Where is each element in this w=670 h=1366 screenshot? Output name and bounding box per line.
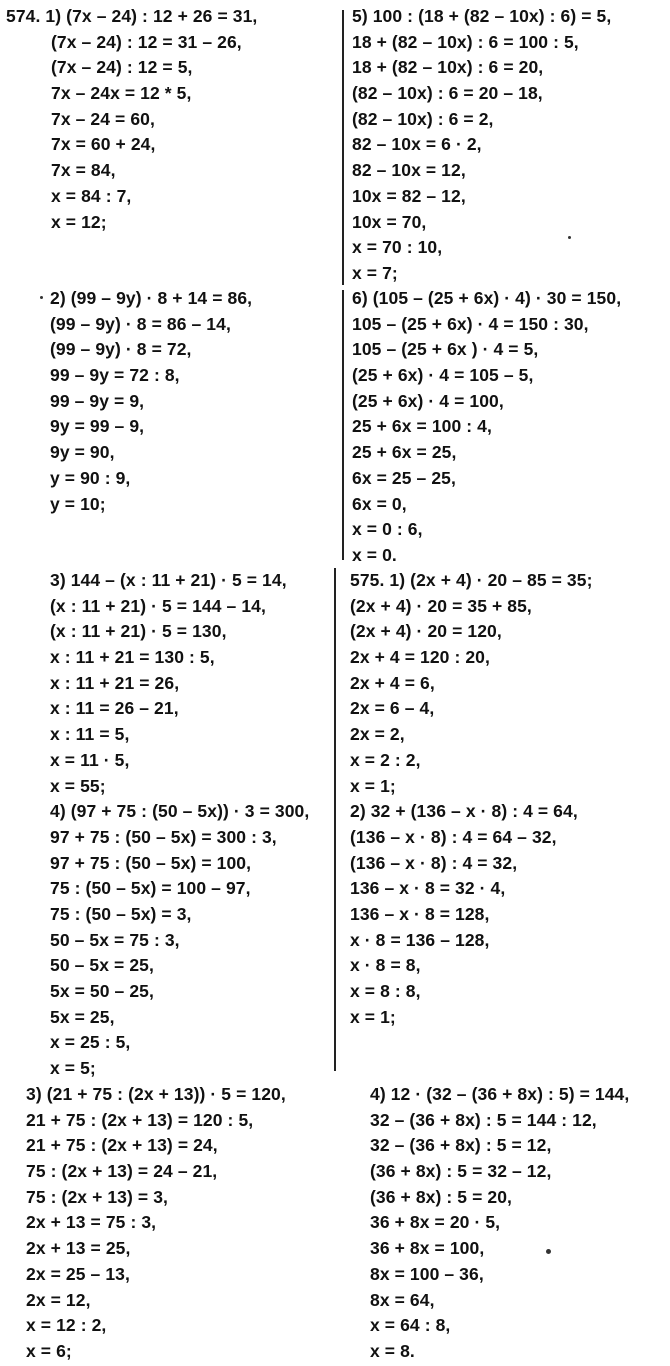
- math-line: 50 – 5x = 25,: [50, 955, 154, 976]
- task-575-3: [26, 1082, 286, 1365]
- math-line: (82 – 10x) : 6 = 20 – 18,: [352, 83, 543, 104]
- stray-dot: [568, 236, 571, 239]
- math-line: 25 + 6x = 100 : 4,: [352, 416, 492, 437]
- math-line: 2x + 13 = 25,: [26, 1238, 131, 1259]
- math-line: 2x = 6 – 4,: [350, 698, 435, 719]
- math-line: y = 10;: [50, 493, 106, 514]
- math-line: 7x – 24 = 60,: [51, 108, 155, 129]
- math-line: (7x – 24) : 12 = 5,: [51, 57, 193, 78]
- math-line: x = 6;: [26, 1340, 72, 1361]
- math-line: 2x + 4 = 6,: [350, 672, 435, 693]
- math-line: (82 – 10x) : 6 = 2,: [352, 108, 494, 129]
- math-line: x = 1;: [350, 1006, 396, 1027]
- math-line: x = 5;: [50, 1058, 96, 1079]
- column-divider-lower: [334, 568, 336, 1071]
- math-line: 75 : (2x + 13) = 24 – 21,: [26, 1161, 218, 1182]
- math-line: 3) (21 + 75 : (2x + 13)) · 5 = 120,: [26, 1084, 286, 1104]
- math-line: x = 1;: [350, 775, 396, 796]
- math-line: (99 – 9y) · 8 = 72,: [50, 339, 192, 360]
- math-line: x = 84 : 7,: [51, 185, 132, 206]
- math-line: 8x = 100 – 36,: [370, 1263, 484, 1284]
- math-line: 10x = 70,: [352, 211, 427, 232]
- math-line: 4) (97 + 75 : (50 – 5x)) · 3 = 300,: [50, 801, 310, 822]
- math-line: x = 2 : 2,: [350, 749, 421, 770]
- math-line: 82 – 10x = 12,: [352, 160, 466, 181]
- math-line: 36 + 8x = 20 · 5,: [370, 1212, 501, 1233]
- math-line: 75 : (50 – 5x) = 3,: [50, 903, 192, 924]
- math-line: 18 + (82 – 10x) : 6 = 20,: [352, 57, 544, 78]
- math-line: 6) (105 – (25 + 6x) · 4) · 30 = 150,: [352, 288, 622, 308]
- math-line: 105 – (25 + 6x) · 4 = 150 : 30,: [352, 313, 589, 334]
- math-line: 2x = 12,: [26, 1289, 91, 1310]
- math-line: x = 0.: [352, 544, 397, 565]
- math-line: 18 + (82 – 10x) : 6 = 100 : 5,: [352, 31, 579, 52]
- math-line: (2x + 4) · 20 = 35 + 85,: [350, 595, 532, 616]
- math-line: 7x = 60 + 24,: [51, 134, 156, 155]
- task-574-2: [50, 286, 252, 517]
- math-line: (2x + 4) · 20 = 120,: [350, 621, 502, 642]
- math-line: (25 + 6x) · 4 = 100,: [352, 390, 504, 411]
- math-line: y = 90 : 9,: [50, 467, 131, 488]
- math-line: 136 – x · 8 = 128,: [350, 903, 490, 924]
- math-line: 2) (99 – 9y) · 8 + 14 = 86,: [50, 288, 253, 308]
- math-line: 2x + 4 = 120 : 20,: [350, 647, 490, 668]
- math-line: 8x = 64,: [370, 1289, 435, 1310]
- math-line: 99 – 9y = 9,: [50, 390, 145, 411]
- math-line: 21 + 75 : (2x + 13) = 120 : 5,: [26, 1109, 254, 1130]
- math-line: 75 : (2x + 13) = 3,: [26, 1186, 168, 1207]
- math-line: (25 + 6x) · 4 = 105 – 5,: [352, 365, 534, 386]
- task-575-1-2: [350, 568, 593, 1030]
- task-574-6: [352, 286, 621, 569]
- math-line: 6x = 0,: [352, 493, 407, 514]
- math-line: 4) 12 · (32 – (36 + 8x) : 5) = 144,: [370, 1084, 630, 1104]
- math-line: 2) 32 + (136 – x · 8) : 4 = 64,: [350, 801, 578, 822]
- math-line: x · 8 = 8,: [350, 955, 421, 976]
- math-line: x : 11 = 26 – 21,: [50, 698, 179, 719]
- math-line: 5x = 50 – 25,: [50, 981, 154, 1001]
- math-line: x : 11 + 21 = 26,: [50, 672, 180, 693]
- math-line: 32 – (36 + 8x) : 5 = 144 : 12,: [370, 1109, 597, 1130]
- math-line: 97 + 75 : (50 – 5x) = 300 : 3,: [50, 826, 277, 847]
- math-line: 7x – 24x = 12 * 5,: [51, 83, 192, 104]
- column-divider-top: [342, 10, 344, 285]
- stray-dot: [546, 1249, 551, 1254]
- task-574-1: [6, 4, 257, 235]
- math-line: x = 55;: [50, 775, 106, 796]
- math-line: 75 : (50 – 5x) = 100 – 97,: [50, 878, 251, 899]
- math-line: 25 + 6x = 25,: [352, 442, 457, 463]
- stray-dot: [40, 296, 43, 299]
- math-line: 2x + 13 = 75 : 3,: [26, 1212, 157, 1233]
- math-line: x : 11 + 21 = 130 : 5,: [50, 647, 215, 668]
- math-line: 6x = 25 – 25,: [352, 467, 456, 488]
- math-line: 99 – 9y = 72 : 8,: [50, 365, 180, 386]
- math-line: x = 25 : 5,: [50, 1032, 131, 1053]
- math-line: 2x = 25 – 13,: [26, 1263, 130, 1284]
- math-line: x : 11 = 5,: [50, 724, 130, 745]
- math-line: 82 – 10x = 6 · 2,: [352, 134, 482, 155]
- math-line: 5x = 25,: [50, 1006, 115, 1027]
- math-line: 7x = 84,: [51, 160, 116, 181]
- math-line: (x : 11 + 21) · 5 = 130,: [50, 621, 227, 642]
- math-line: (7x – 24) : 12 = 31 – 26,: [51, 31, 242, 52]
- math-line: 5) 100 : (18 + (82 – 10x) : 6) = 5,: [352, 6, 612, 26]
- math-line: 36 + 8x = 100,: [370, 1238, 485, 1259]
- math-line: (36 + 8x) : 5 = 20,: [370, 1186, 512, 1207]
- column-divider-middle: [342, 290, 344, 560]
- math-line: (36 + 8x) : 5 = 32 – 12,: [370, 1161, 552, 1182]
- task-574-5: [352, 4, 611, 287]
- math-line: 50 – 5x = 75 : 3,: [50, 929, 180, 950]
- math-line: 3) 144 – (x : 11 + 21) · 5 = 14,: [50, 570, 287, 590]
- math-line: 2x = 2,: [350, 724, 405, 745]
- math-line: 97 + 75 : (50 – 5x) = 100,: [50, 852, 252, 873]
- math-line: x = 12 : 2,: [26, 1315, 107, 1336]
- task-574-3-4: [50, 568, 309, 1082]
- math-line: (x : 11 + 21) · 5 = 144 – 14,: [50, 595, 266, 616]
- math-line: x = 64 : 8,: [370, 1315, 451, 1336]
- math-line: x · 8 = 136 – 128,: [350, 929, 490, 950]
- math-line: x = 0 : 6,: [352, 519, 423, 540]
- math-line: 136 – x · 8 = 32 · 4,: [350, 878, 506, 899]
- math-line: x = 8 : 8,: [350, 981, 421, 1001]
- math-line: 105 – (25 + 6x ) · 4 = 5,: [352, 339, 539, 360]
- math-line: x = 8.: [370, 1340, 415, 1361]
- math-line: 575. 1) (2x + 4) · 20 – 85 = 35;: [350, 570, 593, 590]
- math-line: x = 11 · 5,: [50, 749, 130, 770]
- math-line: x = 12;: [51, 211, 107, 232]
- math-line: 21 + 75 : (2x + 13) = 24,: [26, 1135, 218, 1156]
- math-line: 10x = 82 – 12,: [352, 185, 466, 206]
- math-line: (136 – x · 8) : 4 = 32,: [350, 852, 518, 873]
- math-line: (136 – x · 8) : 4 = 64 – 32,: [350, 826, 557, 847]
- math-line: 32 – (36 + 8x) : 5 = 12,: [370, 1135, 552, 1156]
- math-line: 9y = 90,: [50, 442, 115, 463]
- math-line: x = 7;: [352, 262, 398, 283]
- task-575-4: [370, 1082, 629, 1365]
- math-line: 9y = 99 – 9,: [50, 416, 145, 437]
- math-line: 574. 1) (7x – 24) : 12 + 26 = 31,: [6, 6, 258, 26]
- math-line: x = 70 : 10,: [352, 237, 443, 258]
- math-line: (99 – 9y) · 8 = 86 – 14,: [50, 313, 231, 334]
